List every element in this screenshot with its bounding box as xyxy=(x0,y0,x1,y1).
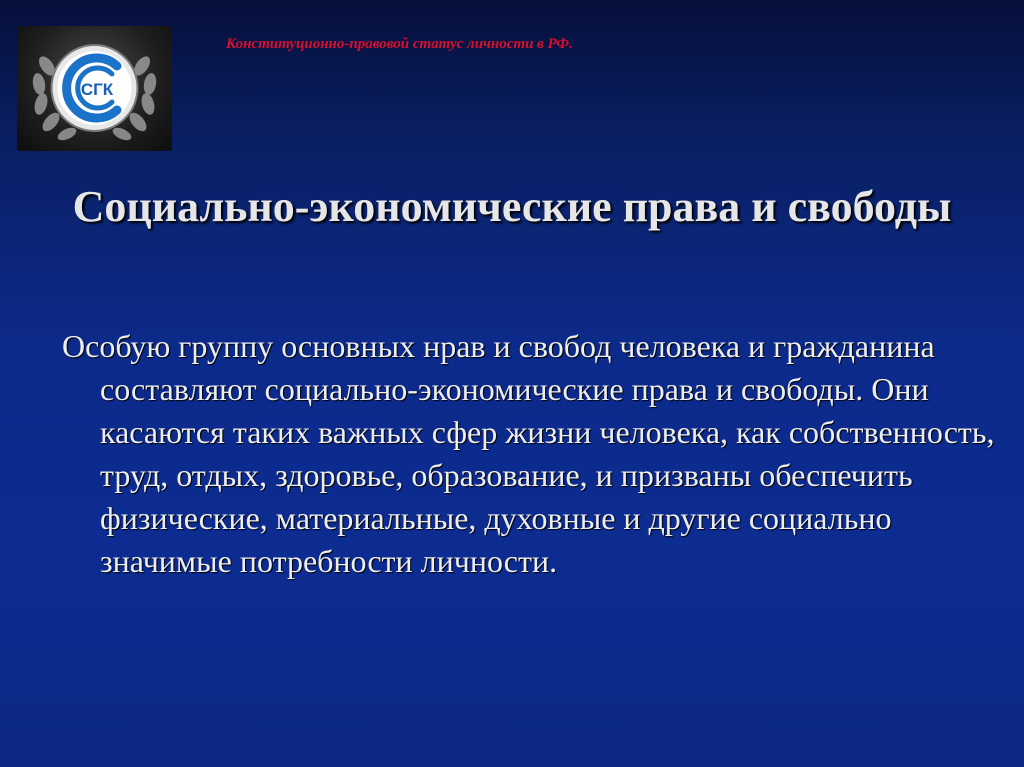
logo-letters: СГК xyxy=(80,80,114,99)
slide-title: Социально-экономические права и свободы xyxy=(72,182,952,231)
header-subject-line: Конституционно-правовой статус личности в РФ. xyxy=(226,36,573,52)
emblem-logo-icon xyxy=(17,26,172,151)
slide-body-paragraph: Особую группу основных нрав и свобод человека и гражданина составляют социально-экономические права и свободы. Они касаются таких важных сфер жизни человека, как собственность, труд, отдых, здоровье, образование, и призваны обеспечить физические, материальные, духовные и другие социально значимые потребности личности. xyxy=(62,328,995,579)
